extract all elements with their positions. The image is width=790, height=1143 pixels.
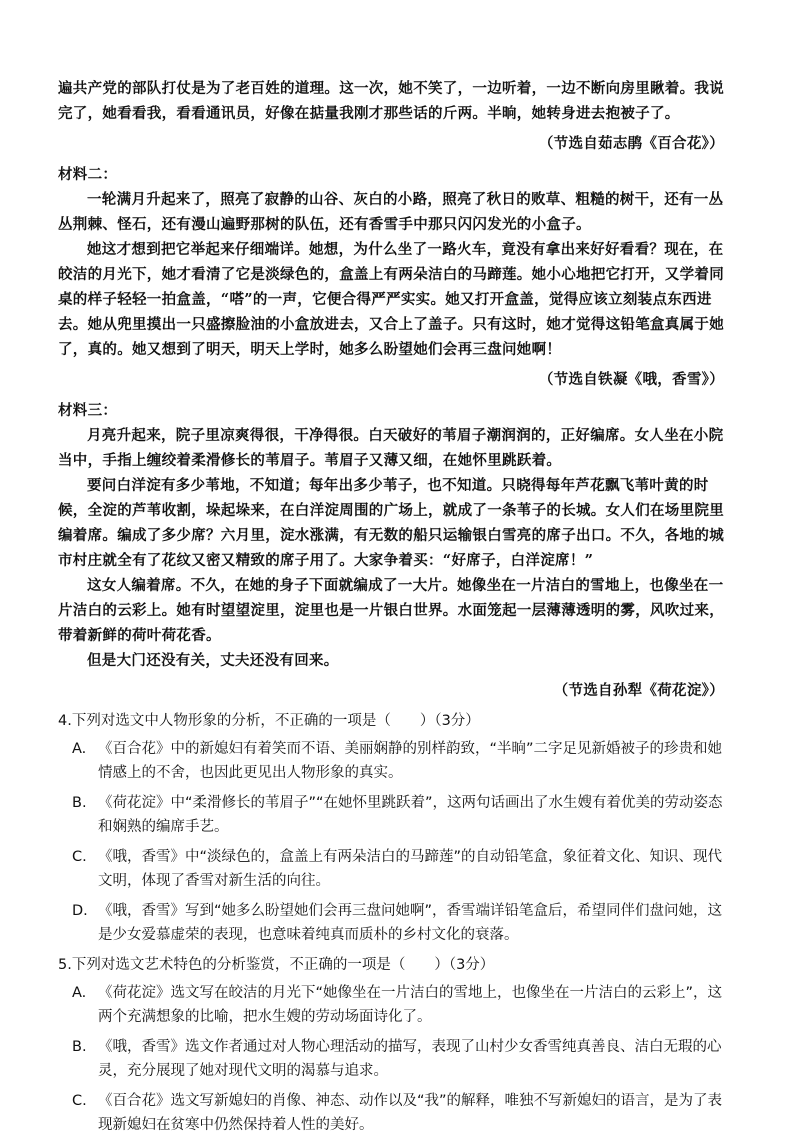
option-letter: C.	[72, 849, 87, 865]
option-text: 《荷花淀》选文写在皎洁的月光下“她像坐在一片洁白的雪地上，也像坐在一片洁白的云彩上”，这两个充满想象的比喻，把水生嫂的劳动场面诗化了。	[98, 985, 723, 1025]
material-label: 材料三：	[58, 402, 118, 419]
option-a[interactable]	[72, 981, 734, 1029]
option-letter: C.	[72, 1093, 87, 1109]
passage-source: （节选自茹志鹃《百合花》）	[538, 135, 724, 152]
passage-paragraph: 一轮满月升起来了，照亮了寂静的山谷、灰白的小路，照亮了秋日的败草、粗糙的树干，还有一丛丛荆棘、怪石，还有漫山遍野那树的队伍，还有香雪手中那只闪闪发光的小盒子。	[58, 191, 724, 233]
passage-paragraph: 要问白洋淀有多少苇地，不知道；每年出多少苇子，也不知道。只晓得每年芦花飘飞苇叶黄的时候，全淀的芦苇收割，垛起垛来，在白洋淀周围的广场上，就成了一条苇子的长城。女人们在场里院里编着席。编成了多少席？六月里，淀水涨满，有无数的船只运输银白雪亮的席子出口。不久，各地的城市村庄就全有了花纹又密又精致的席子用了。大家争着买：“好席子，白洋淀席！”	[58, 477, 724, 569]
option-letter: A.	[72, 985, 87, 1001]
option-c[interactable]	[72, 1089, 734, 1137]
option-text: 《哦，香雪》写到“她多么盼望她们会再三盘问她啊”，香雪端详铅笔盒后，希望同伴们盘问她，这是少女爱慕虚荣的表现，也意味着纯真而质朴的乡村文化的衰落。	[98, 903, 723, 943]
option-text: 《荷花淀》中“柔滑修长的苇眉子”“在她怀里跳跃着”，这两句话画出了水生嫂有着优美的劳动姿态和娴熟的编席手艺。	[98, 795, 723, 835]
passage-baihehua	[58, 76, 734, 156]
option-letter: A.	[72, 741, 87, 757]
passage-paragraph: 但是大门还没有关，丈夫还没有回来。	[87, 652, 339, 669]
exam-page	[58, 76, 734, 1143]
question-stem: 4.下列对选文中人物形象的分析，不正确的一项是（ ）（3分）	[58, 713, 480, 729]
option-text: 《百合花》选文写新媳妇的肖像、神态、动作以及“我”的解释，唯独不写新媳妇的语言，是为了表现新媳妇在贫寒中仍然保持着人性的美好。	[98, 1093, 723, 1133]
passage-paragraph: 这女人编着席。不久，在她的身子下面就编成了一大片。她像坐在一片洁白的雪地上，也像坐在一片洁白的云彩上。她有时望望淀里，淀里也是一片银白世界。水面笼起一层薄薄透明的雾，风吹过来，带着新鲜的荷叶荷花香。	[58, 577, 724, 644]
passage-source: （节选自孙犁《荷花淀》）	[553, 682, 724, 699]
option-text: 《哦，香雪》选文作者通过对人物心理活动的描写，表现了山村少女香雪纯真善良、洁白无瑕的心灵，充分展现了她对现代文明的渴慕与追求。	[98, 1039, 722, 1079]
option-d[interactable]	[72, 899, 734, 947]
passage-hehuadian	[58, 398, 734, 703]
question-5	[58, 953, 734, 1137]
option-letter: D.	[72, 903, 88, 919]
passage-paragraph: 她这才想到把它举起来仔细端详。她想，为什么坐了一路火车，竟没有拿出来好好看看？现在，在皎洁的月光下，她才看清了它是淡绿色的，盒盖上有两朵洁白的马蹄莲。她小心地把它打开，又学着同桌的样子轻轻一拍盒盖，“嗒”的一声，它便合得严严实实。她又打开盒盖，觉得应该立刻装点东西进去。她从兜里摸出一只盛擦脸油的小盒放进去，又合上了盖子。只有这时，她才觉得这铅笔盒真属于她了，真的。她又想到了明天，明天上学时，她多么盼望她们会再三盘问她啊！	[58, 241, 724, 358]
passage-oh-xiangxue	[58, 162, 734, 392]
option-letter: B.	[72, 1039, 87, 1055]
option-c[interactable]	[72, 845, 734, 893]
option-text: 《百合花》中的新媳妇有着笑而不语、美丽娴静的别样韵致，“半晌”二字足见新婚被子的珍贵和她情感上的不舍，也因此更见出人物形象的真实。	[98, 741, 723, 781]
passage-source: （节选自铁凝《哦，香雪》）	[538, 371, 724, 388]
option-letter: B.	[72, 795, 87, 811]
option-a[interactable]	[72, 737, 734, 785]
option-b[interactable]	[72, 791, 734, 839]
passage-paragraph: 月亮升起来，院子里凉爽得很，干净得很。白天破好的苇眉子潮润润的，正好编席。女人坐在小院当中，手指上缠绞着柔滑修长的苇眉子。苇眉子又薄又细，在她怀里跳跃着。	[58, 427, 724, 469]
question-4	[58, 709, 734, 947]
material-label: 材料二：	[58, 166, 118, 183]
option-b[interactable]	[72, 1035, 734, 1083]
option-text: 《哦，香雪》中“淡绿色的，盒盖上有两朵洁白的马蹄莲”的自动铅笔盒，象征着文化、知识、现代文明，体现了香雪对新生活的向往。	[98, 849, 723, 889]
question-stem: 5.下列对选文艺术特色的分析鉴赏，不正确的一项是（ ）（3分）	[58, 957, 495, 973]
passage-paragraph: 遍共产党的部队打仗是为了老百姓的道理。这一次，她不笑了，一边听着，一边不断向房里瞅着。我说完了，她看看我，看看通讯员，好像在掂量我刚才那些话的斤两。半晌，她转身进去抱被子了。	[58, 80, 724, 122]
